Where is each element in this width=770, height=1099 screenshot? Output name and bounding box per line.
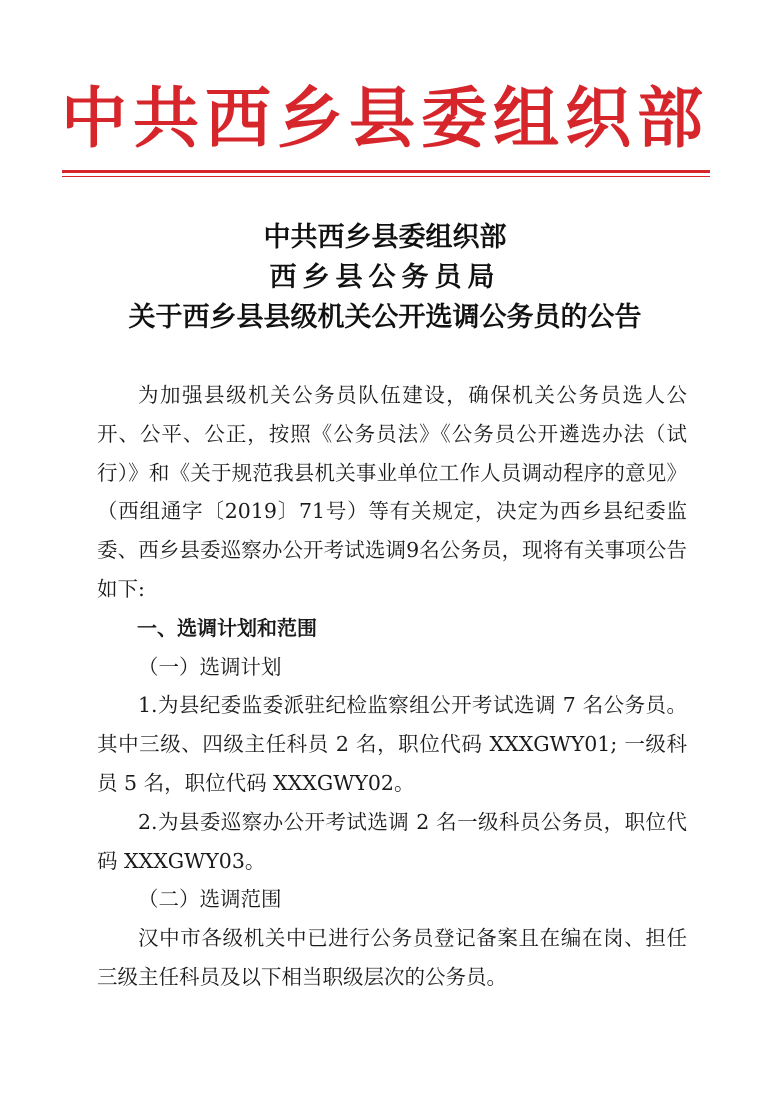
notice-title-line-1: 中共西乡县委组织部 (263, 222, 507, 253)
letterhead-rule-thick (62, 170, 710, 173)
notice-title-line-3: 关于西乡县县级机关公开选调公务员的公告 (128, 302, 642, 333)
plan-item-2: 2.为县委巡察办公开考试选调 2 名一级科员公务员，职位代码 XXXGWY03。 (97, 809, 687, 873)
notice-body (97, 376, 687, 997)
letterhead-rule-thin (62, 176, 710, 177)
intro-paragraph: 为加强县级机关公务员队伍建设，确保机关公务员选人公开、公平、公正，按照《公务员法》《公务员公开遴选办法（试行）》和《关于规范我县机关事业单位工作人员调动程序的意见》（西组通字〔2019〕71号）等有关规定，决定为西乡县纪委监委、西乡县委巡察办公开考试选调9名公务员，现将有关事项公告如下: (97, 383, 687, 601)
subsection-heading-plan: （一）选调计划 (138, 654, 282, 679)
section-heading-plan-scope: 一、选调计划和范围 (137, 615, 317, 640)
notice-title-block (0, 218, 770, 338)
scope-paragraph: 汉中市各级机关中已进行公务员登记备案且在编在岗、担任三级主任科员及以下相当职级层次的公务员。 (97, 926, 687, 989)
subsection-heading-scope: （二）选调范围 (138, 887, 282, 912)
plan-item-1: 1.为县纪委监委派驻纪检监察组公开考试选调 7 名公务员。其中三级、四级主任科员 2 名，职位代码 XXXGWY01; 一级科员 5 名，职位代码 XXXGWY02。 (97, 693, 687, 795)
notice-title-line-2: 西乡县公务员局 (269, 262, 501, 293)
letterhead-title: 中共西乡县委组织部 (61, 79, 709, 157)
